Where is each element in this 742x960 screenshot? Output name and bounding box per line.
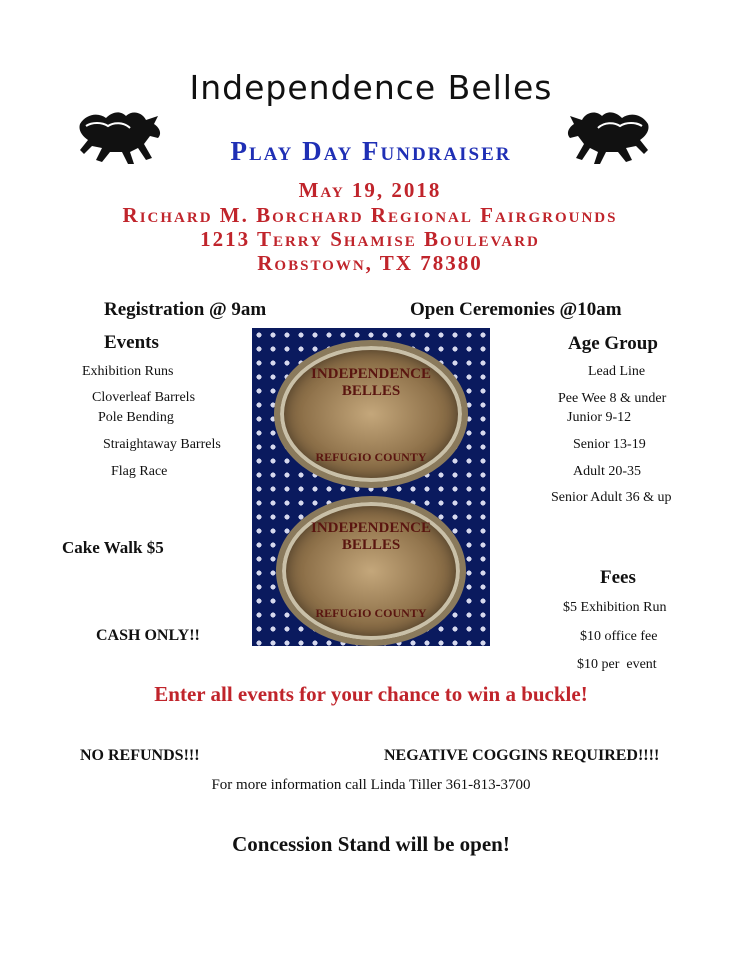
fees-heading: Fees <box>600 567 636 588</box>
buckle-bottom-text: INDEPENDENCE BELLES <box>310 520 431 553</box>
age-item: Senior Adult 36 & up <box>551 490 672 505</box>
fee-item: $10 per event <box>577 657 657 672</box>
age-item: Pee Wee 8 & under <box>558 391 667 406</box>
events-heading: Events <box>104 332 159 353</box>
event-item: Exhibition Runs <box>82 364 174 379</box>
ceremonies-time: Open Ceremonies @10am <box>410 299 622 320</box>
no-refunds: NO REFUNDS!!! <box>80 747 200 764</box>
buckle-top-county: REFUGIO COUNTY <box>315 450 427 464</box>
buckle-bottom <box>276 496 466 646</box>
registration-time: Registration @ 9am <box>104 299 267 320</box>
age-item: Senior 13-19 <box>573 437 646 452</box>
event-date: May 19, 2018 <box>298 178 442 202</box>
cash-only: CASH ONLY!! <box>96 627 200 644</box>
fee-item: $10 office fee <box>580 629 658 644</box>
event-item: Flag Race <box>111 464 168 479</box>
age-item: Adult 20-35 <box>573 464 642 479</box>
cake-walk: Cake Walk $5 <box>62 538 164 557</box>
buckle-photo <box>252 328 490 646</box>
flyer-subtitle: Play Day Fundraiser <box>230 136 512 166</box>
venue-city: Robstown, TX 78380 <box>257 251 483 275</box>
enter-all-events: Enter all events for your chance to win a buckle! <box>154 682 588 706</box>
negative-coggins: NEGATIVE COGGINS REQUIRED!!!! <box>384 747 660 764</box>
concession-stand: Concession Stand will be open! <box>232 832 510 856</box>
buckle-top-text: INDEPENDENCE BELLES <box>310 366 431 399</box>
contact-info: For more information call Linda Tiller 361-813-3700 <box>211 777 531 793</box>
event-item: Pole Bending <box>98 410 174 425</box>
event-item: Straightaway Barrels <box>103 437 221 452</box>
age-group-heading: Age Group <box>568 333 658 354</box>
buckle-top <box>274 340 468 488</box>
venue-address: 1213 Terry Shamise Boulevard <box>200 227 540 251</box>
flyer-title: Independence Belles <box>189 68 553 107</box>
fee-item: $5 Exhibition Run <box>563 600 667 615</box>
age-item: Junior 9-12 <box>567 410 632 425</box>
age-item: Lead Line <box>588 364 646 379</box>
event-item: Cloverleaf Barrels <box>92 390 196 405</box>
venue-name: Richard M. Borchard Regional Fairgrounds <box>122 203 618 227</box>
buckle-bottom-county: REFUGIO COUNTY <box>315 606 427 620</box>
